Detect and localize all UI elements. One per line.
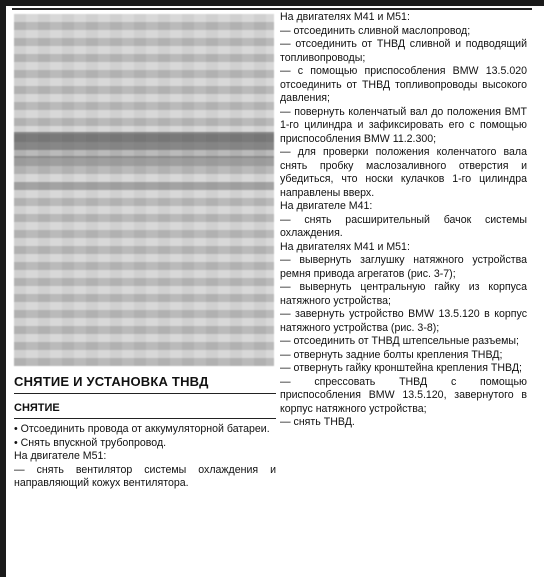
- section-subtitle: СНЯТИЕ: [14, 402, 276, 420]
- paragraph: — отсоединить сливной маслопровод;: [280, 24, 471, 37]
- paragraph: — для проверки положения коленчатого вала снять пробку маслозаливного отверстия и убедиться, что носки кулачков 1-го цилиндра направлены вверх.: [280, 146, 527, 199]
- paragraph: На двигателях М41 и М51:: [280, 240, 410, 253]
- paragraph: • Снять впускной трубопровод.: [14, 436, 167, 449]
- left-text-column: [14, 375, 276, 491]
- paragraph: — снять ТНВД.: [280, 416, 355, 428]
- paragraph: — отсоединить от ТНВД сливной и подводящий топливопроводы;: [280, 38, 527, 64]
- paragraph: — отсоединить от ТНВД штепсельные разъемы;: [280, 335, 519, 347]
- paragraph: — вывернуть заглушку натяжного устройства ремня привода агрегатов (рис. 3-7);: [280, 254, 527, 280]
- paragraph: На двигателе М51:: [14, 450, 107, 462]
- paragraph: — с помощью приспособления BMW 13.5.020 отсоединить от ТНВД топливопроводы высокого давления;: [280, 65, 527, 104]
- paragraph: — отвернуть задние болты крепления ТНВД;: [280, 348, 503, 361]
- pixelated-band: [14, 182, 274, 190]
- paragraph: • Отсоединить провода от аккумуляторной батареи.: [14, 423, 270, 435]
- pixelated-band: [14, 132, 274, 150]
- paragraph: — спрессовать ТНВД с помощью приспособления BMW 13.5.120, завернутого в корпус натяжного устройства;: [280, 375, 527, 415]
- paragraph: — вывернуть центральную гайку из корпуса натяжного устройства;: [280, 281, 527, 307]
- paragraph: — отвернуть гайку кронштейна крепления ТНВД;: [280, 362, 522, 374]
- paragraph: На двигателе М41:: [280, 200, 373, 212]
- top-rule: [12, 8, 532, 10]
- page-edge-left: [0, 0, 6, 577]
- paragraph: — завернуть устройство BMW 13.5.120 в корпус натяжного устройства (рис. 3-8);: [280, 308, 527, 334]
- paragraph: — снять расширительный бачок системы охлаждения.: [280, 213, 527, 239]
- pixelated-band: [14, 156, 274, 166]
- section-title: СНЯТИЕ И УСТАНОВКА ТНВД: [14, 375, 276, 394]
- paragraph: На двигателях М41 и М51:: [280, 11, 410, 23]
- paragraph: — повернуть коленчатый вал до положения ВМТ 1-го цилиндра и зафиксировать его с помощью приспособления BMW 11.2.300;: [280, 105, 527, 145]
- right-text-column: [280, 11, 527, 430]
- pixelated-figure: [14, 14, 274, 366]
- paragraph: — снять вентилятор системы охлаждения и направляющий кожух вентилятора.: [14, 463, 276, 489]
- page-edge-top: [6, 0, 544, 6]
